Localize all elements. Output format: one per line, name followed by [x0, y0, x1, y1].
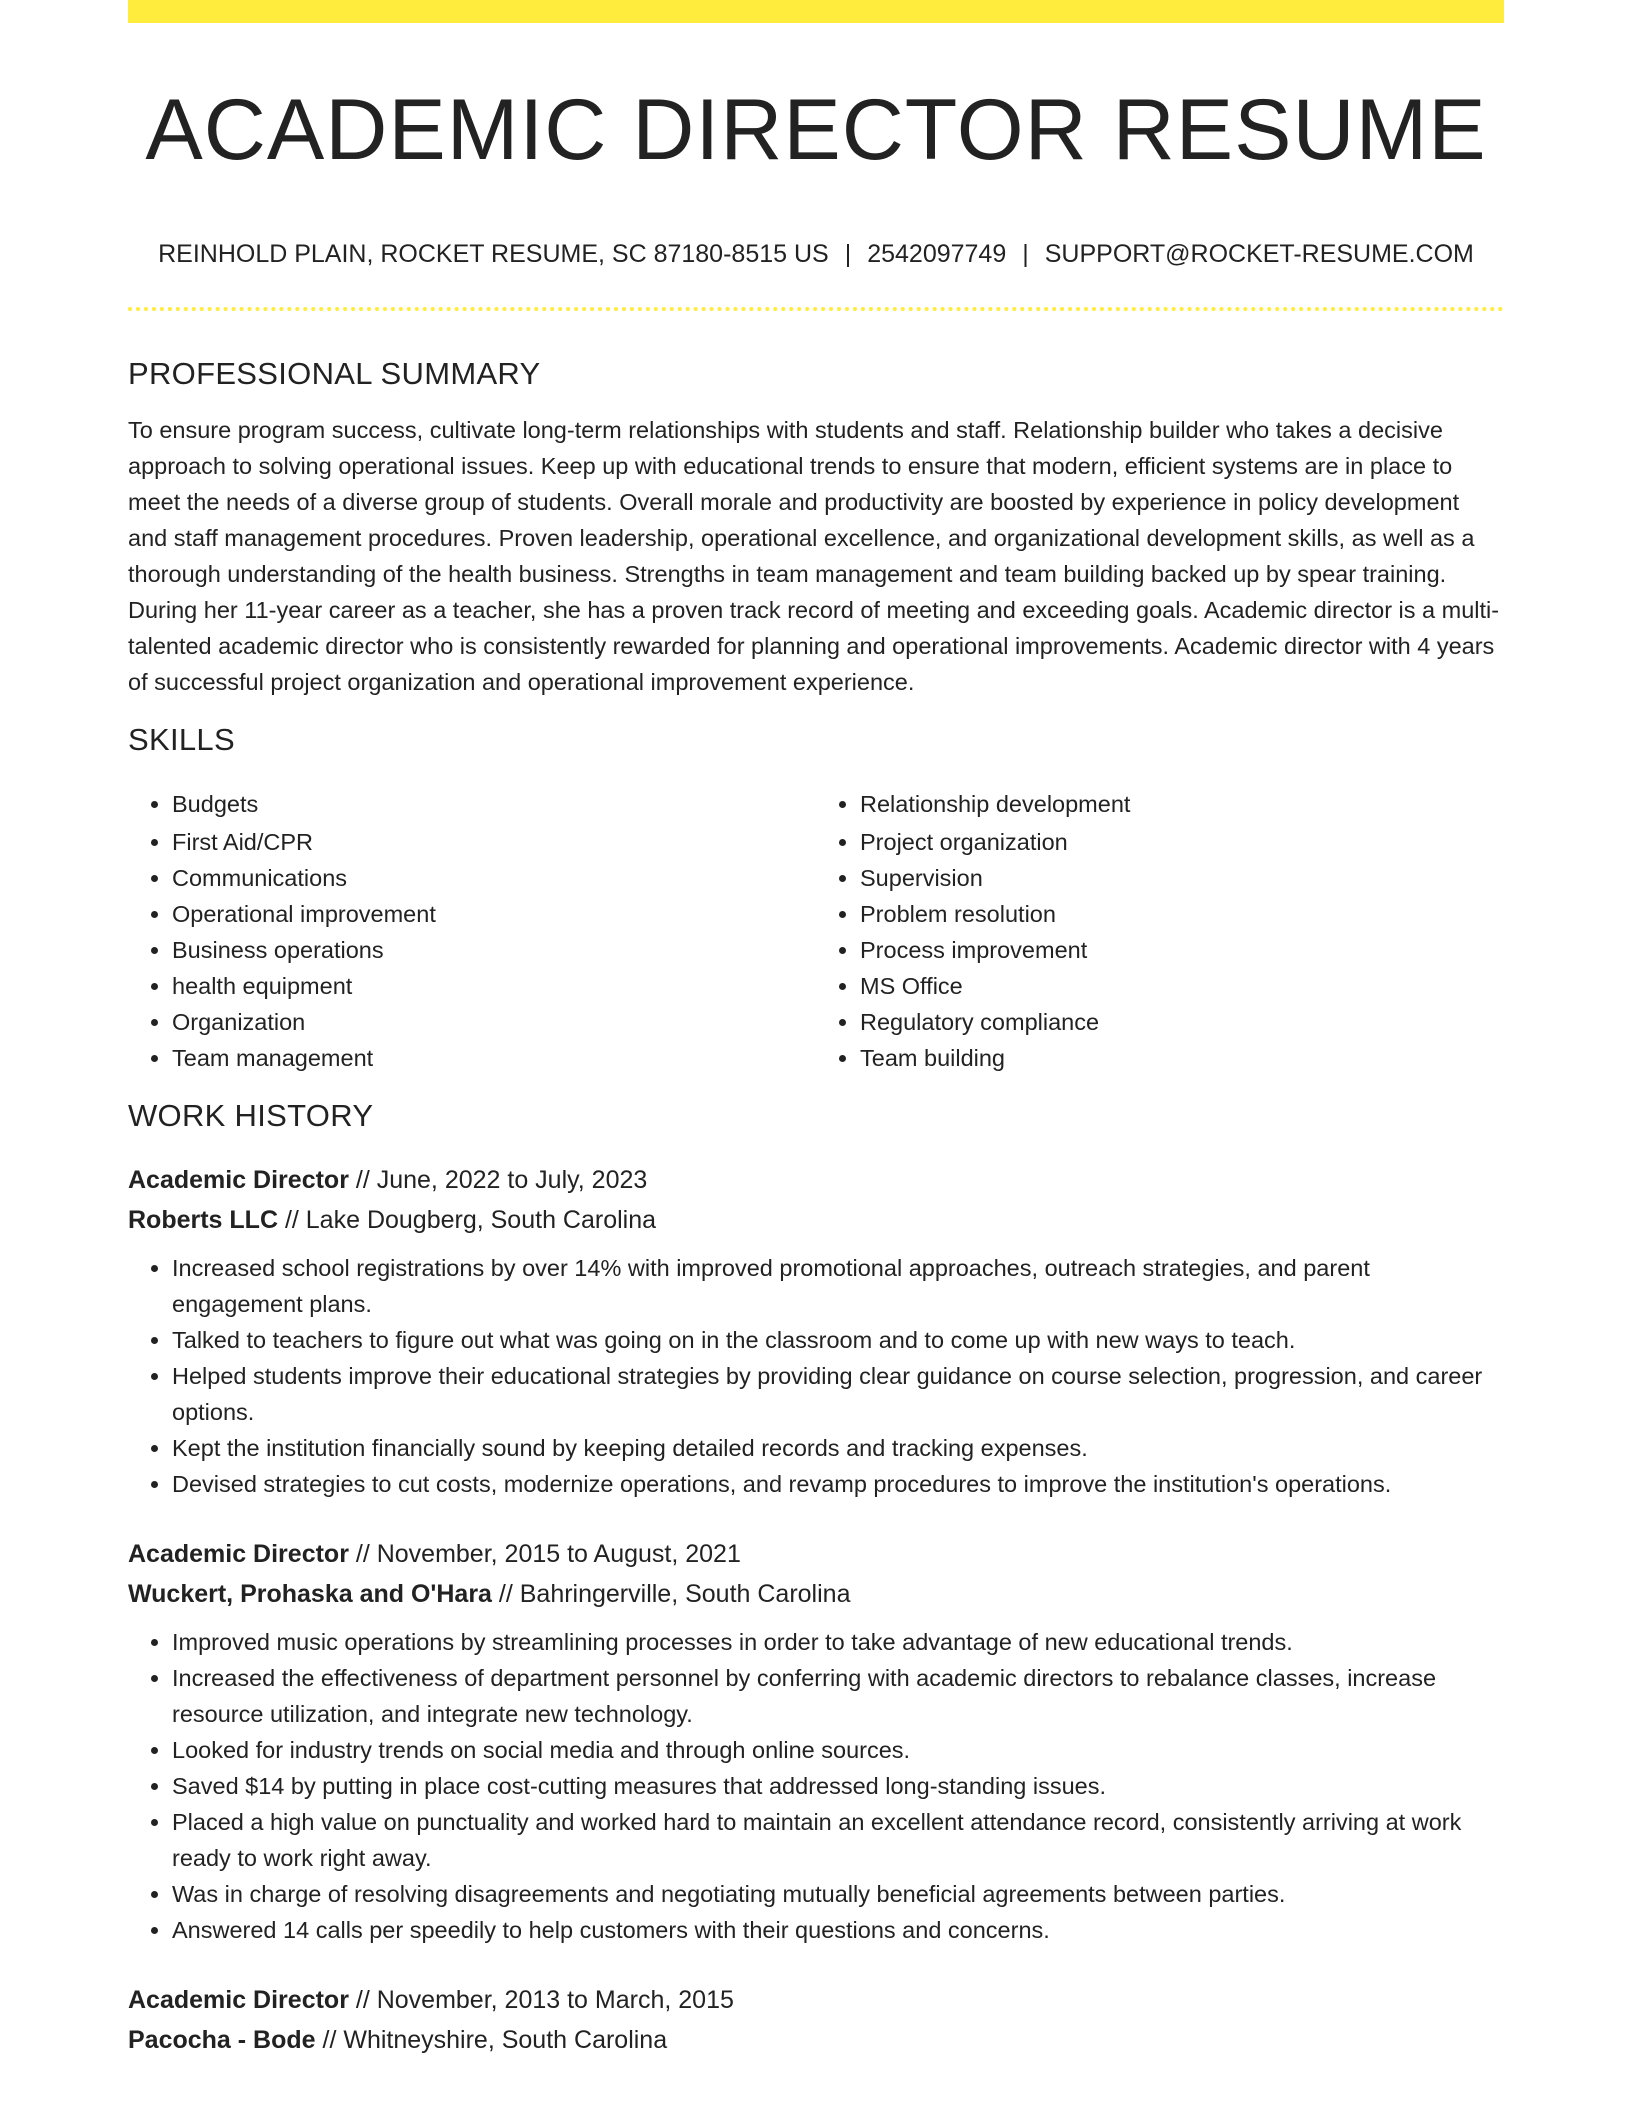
job-title-line [128, 1980, 1504, 2020]
job-bullet: • Kept the institution financially sound by keeping detailed records and tracking expenses. [172, 1430, 1504, 1466]
skill-item: • Process improvement [860, 932, 1504, 968]
job-bullets [128, 1624, 1504, 1948]
skill-item: • Problem resolution [860, 896, 1504, 932]
resume-title: ACADEMIC DIRECTOR RESUME [145, 82, 1487, 178]
contact-phone: 2542097749 [867, 240, 1007, 268]
job-location: // Bahringerville, South Carolina [491, 1580, 851, 1608]
job-role: Academic Director [128, 1540, 349, 1568]
skills-heading: SKILLS [128, 722, 235, 757]
summary-text: To ensure program success, cultivate long-term relationships with students and staff. Relationship builder who takes a decisive approach to solving operational issues. Keep up with educational trends to ensure that modern, efficient systems are in place to meet the needs of a diverse group of students. Overall morale and productivity are boosted by experience in policy development and staff management procedures. Proven leadership, operational excellence, and organizational development skills, as well as a thorough understanding of the health business. Strengths in team management and team building backed up by spear training. During her 11-year career as a teacher, she has a proven track record of meeting and exceeding goals. Academic director is a multi-talented academic director who is consistently rewarded for planning and operational improvements. Academic director with 4 years of successful project organization and operational improvement experience. [128, 417, 1500, 695]
skill-item: • Project organization [860, 824, 1504, 860]
job-company-line [128, 2020, 1504, 2060]
job-bullet: • Increased school registrations by over 14% with improved promotional approaches, outreach strategies, and parent engagement plans. [172, 1250, 1504, 1322]
skill-item: • First Aid/CPR [172, 824, 816, 860]
job-company: Pacocha - Bode [128, 2026, 316, 2054]
skill-item: • MS Office [860, 968, 1504, 1004]
job-bullet: • Saved $14 by putting in place cost-cutting measures that addressed long-standing issues. [172, 1768, 1504, 1804]
job-bullet: • Placed a high value on punctuality and worked hard to maintain an excellent attendance record, consistently arriving at work ready to work right away. [172, 1804, 1504, 1876]
contact-email: SUPPORT@ROCKET-RESUME.COM [1044, 240, 1474, 268]
job-company-line [128, 1574, 1504, 1614]
dotted-divider [128, 307, 1504, 311]
job-entry [128, 1980, 1504, 2060]
job-company-line [128, 1200, 1504, 1240]
job-role: Academic Director [128, 1986, 349, 2014]
skill-item: • Operational improvement [172, 896, 816, 932]
skill-item: • Organization [172, 1004, 816, 1040]
job-location: // Whitneyshire, South Carolina [315, 2026, 668, 2054]
skills-section [128, 718, 1504, 1076]
summary-heading: PROFESSIONAL SUMMARY [128, 356, 541, 391]
skill-item: • Team management [172, 1040, 816, 1076]
job-bullet: • Increased the effectiveness of department personnel by conferring with academic directors to rebalance classes, increase resource utilization, and integrate new technology. [172, 1660, 1504, 1732]
contact-separator: | [844, 240, 852, 268]
job-bullets [128, 1250, 1504, 1502]
work-history-heading: WORK HISTORY [128, 1098, 374, 1133]
job-bullet: • Devised strategies to cut costs, modernize operations, and revamp procedures to improve the institution's operations. [172, 1466, 1504, 1502]
skill-item: • Supervision [860, 860, 1504, 896]
skill-item: • Relationship development [860, 786, 1504, 822]
job-title-line [128, 1160, 1504, 1200]
job-company: Wuckert, Prohaska and O'Hara [128, 1580, 492, 1608]
job-role: Academic Director [128, 1166, 349, 1194]
job-bullet: • Was in charge of resolving disagreements and negotiating mutually beneficial agreements between parties. [172, 1876, 1504, 1912]
skill-item: • Business operations [172, 932, 816, 968]
resume-content [128, 352, 1504, 2060]
job-bullet: • Talked to teachers to figure out what was going on in the classroom and to come up with new ways to teach. [172, 1322, 1504, 1358]
job-bullet: • Improved music operations by streamlining processes in order to take advantage of new educational trends. [172, 1624, 1504, 1660]
skill-item: • Communications [172, 860, 816, 896]
skill-item: • Team building [860, 1040, 1504, 1076]
skills-right-list [816, 786, 1504, 1076]
work-history-section [128, 1094, 1504, 2060]
skills-left-list [128, 786, 816, 1076]
skill-item: • health equipment [172, 968, 816, 1004]
contact-address: REINHOLD PLAIN, ROCKET RESUME, SC 87180-8515 US [158, 240, 829, 268]
job-entry [128, 1534, 1504, 1948]
job-entry [128, 1160, 1504, 1502]
job-dates: // June, 2022 to July, 2023 [348, 1166, 648, 1194]
job-company: Roberts LLC [128, 1206, 278, 1234]
job-dates: // November, 2015 to August, 2021 [348, 1540, 741, 1568]
skills-columns [128, 786, 1504, 1076]
job-location: // Lake Dougberg, South Carolina [278, 1206, 657, 1234]
contact-line [128, 236, 1504, 272]
job-dates: // November, 2013 to March, 2015 [348, 1986, 734, 2014]
top-accent-bar [128, 0, 1504, 23]
contact-separator: | [1022, 240, 1029, 268]
job-bullet: • Looked for industry trends on social media and through online sources. [172, 1732, 1504, 1768]
skill-item: • Regulatory compliance [860, 1004, 1504, 1040]
job-bullet: • Answered 14 calls per speedily to help customers with their questions and concerns. [172, 1912, 1504, 1948]
summary-section [128, 352, 1504, 700]
job-bullet: • Helped students improve their educational strategies by providing clear guidance on course selection, progression, and career options. [172, 1358, 1504, 1430]
job-title-line [128, 1534, 1504, 1574]
skill-item: • Budgets [172, 786, 816, 822]
